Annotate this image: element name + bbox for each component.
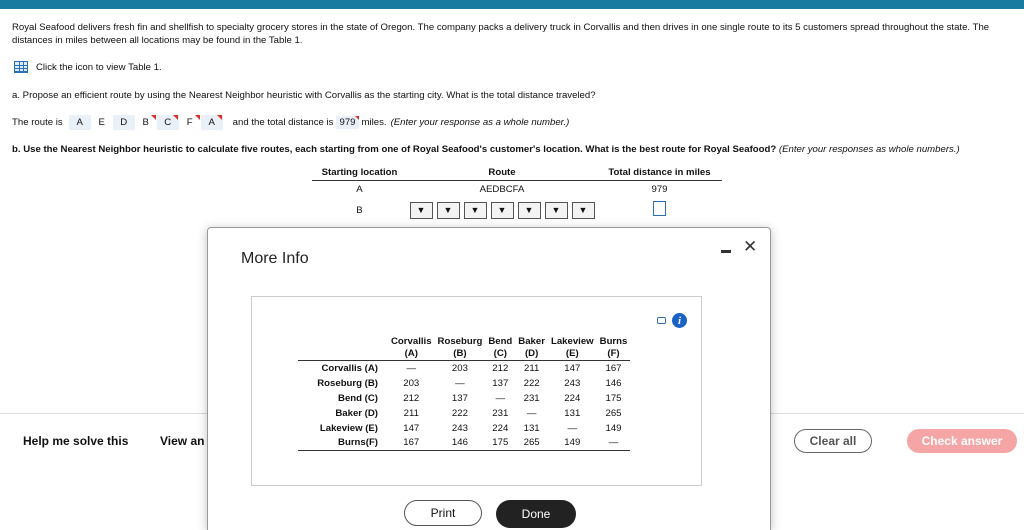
distance-cell: — xyxy=(455,377,465,389)
top-accent-bar xyxy=(0,0,1024,9)
column-header-code: (C) xyxy=(485,348,515,361)
dropdown-arrow-icon: ▼ xyxy=(524,205,534,215)
distance-cell: 243 xyxy=(451,422,468,434)
dropdown-arrow-icon: ▼ xyxy=(578,205,588,215)
row-a-total: 979 xyxy=(651,183,668,195)
route-slot-5[interactable]: C xyxy=(157,115,179,130)
table-row xyxy=(298,436,630,451)
distance-cell: 137 xyxy=(492,377,509,389)
part-a-question: a. Propose an efficient route by using the Nearest Neighbor heuristic with Corvallis as the starting city. What is the total distance traveled? xyxy=(12,90,596,101)
column-header-code: (E) xyxy=(548,348,597,361)
close-icon[interactable]: ✕ xyxy=(743,237,758,256)
column-header-name: Bend xyxy=(488,336,513,347)
column-header-code: (F) xyxy=(597,348,631,361)
incorrect-flag-icon xyxy=(217,115,222,120)
column-header-name: Baker xyxy=(518,336,545,347)
incorrect-flag-icon xyxy=(151,115,156,120)
part-b-question: b. Use the Nearest Neighbor heuristic to calculate five routes, each starting from one of Royal Seafood's customer's location. What is the best route for Royal Seafood? (Enter your responses as whole numbers.) xyxy=(12,144,960,155)
dropdown-arrow-icon: ▼ xyxy=(470,205,480,215)
route-slot-6[interactable]: F xyxy=(179,115,201,130)
table-link[interactable] xyxy=(14,61,162,73)
table-row xyxy=(298,406,630,421)
column-header-name: Roseburg xyxy=(437,336,483,347)
route-prefix: The route is xyxy=(12,117,63,128)
print-button[interactable]: Print xyxy=(404,500,482,526)
distance-cell: 224 xyxy=(564,392,581,404)
route-slot-1[interactable]: A xyxy=(69,115,91,130)
route-slot-7[interactable]: A xyxy=(201,115,223,130)
column-header-name: Lakeview xyxy=(550,336,594,347)
distance-cell: 211 xyxy=(523,362,540,374)
more-info-dialog xyxy=(207,227,771,530)
distance-cell: 146 xyxy=(435,436,486,451)
help-me-solve-button[interactable]: Help me solve this xyxy=(23,434,129,448)
distance-cell: 231 xyxy=(492,407,509,419)
part-b-hint: (Enter your responses as whole numbers.) xyxy=(778,144,960,155)
distance-cell: 149 xyxy=(548,436,597,451)
done-button[interactable]: Done xyxy=(496,500,576,528)
distance-cell: 175 xyxy=(605,392,622,404)
route-dropdown-5[interactable] xyxy=(518,202,541,219)
distance-cell: 212 xyxy=(403,392,420,404)
column-header-name: Burns xyxy=(599,336,628,347)
distance-cell: — xyxy=(495,392,506,404)
header-total: Total distance in miles xyxy=(608,167,711,178)
routes-table xyxy=(312,167,722,223)
distance-cell: 224 xyxy=(492,422,509,434)
distance-cell: 146 xyxy=(605,377,622,389)
distance-cell: 167 xyxy=(388,436,435,451)
info-icon[interactable]: i xyxy=(672,313,687,328)
distance-cell: 203 xyxy=(403,377,420,389)
table-row xyxy=(298,376,630,391)
distance-cell: 203 xyxy=(451,362,468,374)
distance-prefix: and the total distance is xyxy=(232,117,334,128)
distance-cell: — xyxy=(406,362,417,374)
distance-input[interactable]: 979 xyxy=(336,116,358,129)
distance-cell: 137 xyxy=(451,392,468,404)
problem-intro: Royal Seafood delivers fresh fin and shellfish to specialty grocery stores in the state of Oregon. The company packs a delivery truck in Corvallis and then drives in one single route to its 5 customers spread throughout the state. The distances in miles between all locations may be found in the Table 1. xyxy=(12,22,990,46)
distance-cell: 212 xyxy=(492,362,509,374)
column-header-code: (A) xyxy=(388,348,435,361)
distance-cell: 231 xyxy=(523,392,540,404)
row-b-start: B xyxy=(356,204,363,216)
distance-cell: 211 xyxy=(403,407,419,419)
copy-icon[interactable] xyxy=(657,317,666,324)
route-dropdown-3[interactable] xyxy=(464,202,487,219)
minimize-icon[interactable] xyxy=(721,250,731,253)
distance-unit: miles. xyxy=(361,117,387,128)
row-label: Corvallis (A) xyxy=(321,362,378,374)
distance-cell: 131 xyxy=(564,407,581,419)
row-label: Bend (C) xyxy=(338,392,378,404)
route-slot-3[interactable]: D xyxy=(113,115,135,130)
distance-table-panel xyxy=(251,296,702,486)
view-example-button[interactable]: View an xyxy=(160,434,205,448)
distance-cell: 222 xyxy=(523,377,540,389)
table-row xyxy=(298,421,630,436)
distance-cell: 265 xyxy=(605,407,622,419)
distance-cell: — xyxy=(567,422,578,434)
route-dropdown-4[interactable] xyxy=(491,202,514,219)
route-dropdown-1[interactable] xyxy=(410,202,433,219)
route-dropdown-7[interactable] xyxy=(572,202,595,219)
row-label: Lakeview (E) xyxy=(319,422,378,434)
incorrect-flag-icon xyxy=(173,115,178,120)
distance-table xyxy=(298,336,630,451)
distance-cell: — xyxy=(597,436,631,451)
distance-cell: 149 xyxy=(605,422,622,434)
part-a-answer-line xyxy=(12,115,569,130)
table-row xyxy=(298,391,630,406)
check-answer-button[interactable]: Check answer xyxy=(907,429,1017,453)
column-header-code: (D) xyxy=(515,348,548,361)
dropdown-arrow-icon: ▼ xyxy=(416,205,426,215)
route-slot-4[interactable]: B xyxy=(135,115,157,130)
row-a-route: AEDBCFA xyxy=(479,183,525,195)
row-label: Burns(F) xyxy=(298,436,388,451)
dropdown-arrow-icon: ▼ xyxy=(551,205,561,215)
clear-all-button[interactable]: Clear all xyxy=(794,429,872,453)
column-header-name: Corvallis xyxy=(391,336,432,347)
distance-cell: 265 xyxy=(515,436,548,451)
header-start: Starting location xyxy=(321,167,398,178)
row-label: Baker (D) xyxy=(335,407,378,419)
part-a-hint: (Enter your response as a whole number.) xyxy=(390,117,570,128)
route-slot-2[interactable]: E xyxy=(98,117,105,128)
incorrect-flag-icon xyxy=(355,116,359,120)
row-b-total-input[interactable] xyxy=(653,201,666,216)
table-row xyxy=(298,361,630,376)
distance-cell: 147 xyxy=(403,422,420,434)
distance-cell: 222 xyxy=(451,407,468,419)
route-dropdown-2[interactable] xyxy=(437,202,460,219)
table-link-label[interactable]: Click the icon to view Table 1. xyxy=(36,61,162,73)
distance-cell: 243 xyxy=(564,377,581,389)
distance-cell: — xyxy=(526,407,537,419)
distance-cell: 175 xyxy=(485,436,515,451)
dropdown-arrow-icon: ▼ xyxy=(443,205,453,215)
table-grid-icon[interactable] xyxy=(14,61,28,73)
row-label: Roseburg (B) xyxy=(317,377,378,389)
row-b-route-selects xyxy=(407,202,597,219)
distance-cell: 147 xyxy=(564,362,581,374)
dialog-title: More Info xyxy=(241,250,309,267)
row-a-start: A xyxy=(356,183,363,195)
route-dropdown-6[interactable] xyxy=(545,202,568,219)
incorrect-flag-icon xyxy=(195,115,200,120)
column-header-code: (B) xyxy=(435,348,486,361)
header-route: Route xyxy=(488,167,516,178)
dropdown-arrow-icon: ▼ xyxy=(497,205,507,215)
distance-cell: 167 xyxy=(605,362,622,374)
distance-cell: 131 xyxy=(523,422,540,434)
